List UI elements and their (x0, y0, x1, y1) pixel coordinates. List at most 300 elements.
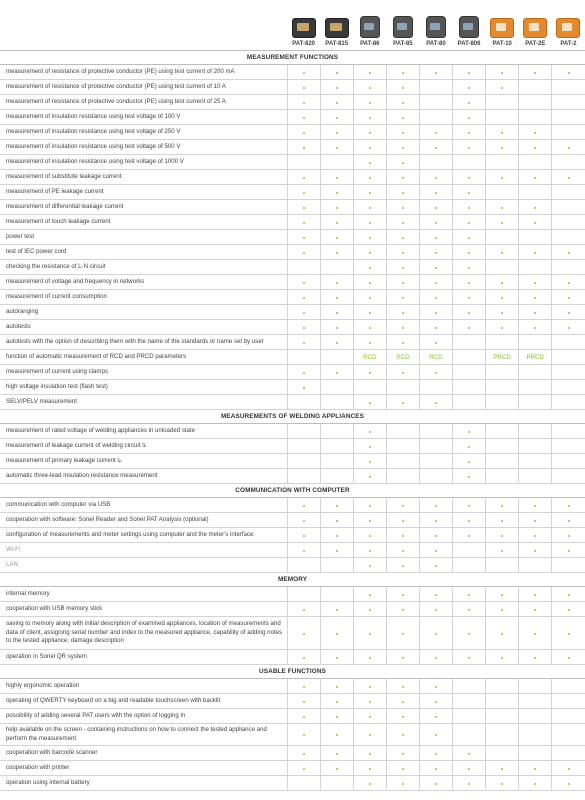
supported-dot-icon (369, 102, 371, 104)
supported-dot-icon (303, 87, 305, 89)
feature-cell-pat-85 (386, 380, 419, 395)
feature-cell-pat-815 (320, 260, 353, 275)
feature-cell-pat-2 (552, 80, 585, 95)
feature-cell-pat-2e (519, 424, 552, 439)
feature-cell-pat-2e (519, 587, 552, 602)
feature-cell-pat-815 (320, 439, 353, 454)
feature-cell-pat-10 (486, 694, 519, 709)
feature-label: internal memory (0, 587, 287, 602)
supported-dot-icon (435, 520, 437, 522)
feature-cell-pat-820 (287, 587, 320, 602)
feature-cell-pat-820 (287, 110, 320, 125)
supported-dot-icon (402, 550, 404, 552)
supported-dot-icon (534, 633, 536, 635)
supported-dot-icon (303, 282, 305, 284)
feature-cell-pat-2e (519, 335, 552, 350)
feature-cell-pat-820 (287, 290, 320, 305)
feature-cell-pat-806 (453, 602, 486, 617)
feature-cell-pat-806 (453, 528, 486, 543)
feature-cell-pat-86 (353, 200, 386, 215)
feature-cell-pat-815 (320, 528, 353, 543)
supported-dot-icon (336, 252, 338, 254)
feature-cell-pat-85 (386, 602, 419, 617)
supported-dot-icon (402, 783, 404, 785)
feature-cell-pat-820 (287, 454, 320, 469)
supported-dot-icon (568, 72, 570, 74)
feature-cell-pat-85 (386, 155, 419, 170)
supported-dot-icon (303, 387, 305, 389)
feature-cell-pat-2e (519, 709, 552, 724)
feature-cell-pat-10 (486, 350, 519, 365)
feature-label: measurement of voltage and frequency in networks (0, 275, 287, 290)
feature-cell-pat-80 (419, 185, 452, 200)
feature-cell-pat-10 (486, 365, 519, 380)
feature-cell-pat-2e (519, 395, 552, 410)
feature-cell-pat-815 (320, 365, 353, 380)
feature-cell-pat-2e (519, 513, 552, 528)
feature-cell-pat-85 (386, 185, 419, 200)
feature-cell-pat-85 (386, 558, 419, 573)
table-row (0, 230, 585, 245)
feature-cell-pat-806 (453, 290, 486, 305)
table-row (0, 65, 585, 80)
feature-cell-pat-815 (320, 155, 353, 170)
supported-dot-icon (468, 222, 470, 224)
feature-cell-pat-2e (519, 694, 552, 709)
feature-cell-pat-10 (486, 709, 519, 724)
feature-cell-pat-2e (519, 439, 552, 454)
feature-cell-pat-86 (353, 380, 386, 395)
feature-cell-pat-80 (419, 110, 452, 125)
supported-dot-icon (402, 237, 404, 239)
feature-cell-pat-2 (552, 724, 585, 746)
supported-dot-icon (303, 207, 305, 209)
device-name: PAT-10 (492, 41, 512, 47)
table-row (0, 469, 585, 484)
supported-dot-icon (534, 147, 536, 149)
feature-cell-pat-85 (386, 439, 419, 454)
feature-cell-pat-806 (453, 80, 486, 95)
table-row (0, 617, 585, 650)
feature-label: measurement of resistance of protective conductor (PE) using test current of 10 A (0, 80, 287, 95)
supported-dot-icon (501, 783, 503, 785)
supported-dot-icon (402, 327, 404, 329)
supported-dot-icon (369, 594, 371, 596)
feature-cell-pat-86 (353, 395, 386, 410)
feature-cell-pat-80 (419, 200, 452, 215)
feature-cell-pat-86 (353, 230, 386, 245)
supported-dot-icon (435, 222, 437, 224)
feature-cell-pat-2e (519, 230, 552, 245)
feature-label: measurement of insulation resistance using test voltage of 250 V (0, 125, 287, 140)
feature-cell-pat-10 (486, 617, 519, 650)
feature-cell-pat-86 (353, 424, 386, 439)
feature-cell-pat-820 (287, 617, 320, 650)
supported-dot-icon (402, 753, 404, 755)
supported-dot-icon (568, 609, 570, 611)
section-header-row (0, 665, 585, 679)
supported-dot-icon (468, 177, 470, 179)
supported-dot-icon (369, 476, 371, 478)
feature-label: measurement of resistance of protective conductor (PE) using test current of 200 mA (0, 65, 287, 80)
supported-dot-icon (336, 237, 338, 239)
supported-dot-icon (435, 609, 437, 611)
feature-cell-pat-2 (552, 200, 585, 215)
device-name: PAT-86 (360, 41, 380, 47)
supported-dot-icon (336, 327, 338, 329)
feature-label: measurement of insulation resistance using test voltage of 1000 V (0, 155, 287, 170)
supported-dot-icon (303, 222, 305, 224)
feature-cell-pat-86 (353, 350, 386, 365)
feature-label: cooperation with printer (0, 761, 287, 776)
feature-cell-pat-806 (453, 454, 486, 469)
feature-cell-pat-10 (486, 95, 519, 110)
feature-cell-pat-86 (353, 543, 386, 558)
feature-cell-pat-820 (287, 125, 320, 140)
feature-cell-pat-820 (287, 305, 320, 320)
supported-dot-icon (534, 312, 536, 314)
table-row (0, 602, 585, 617)
feature-cell-pat-806 (453, 513, 486, 528)
feature-label: power test (0, 230, 287, 245)
feature-cell-pat-806 (453, 776, 486, 791)
feature-cell-pat-85 (386, 454, 419, 469)
feature-cell-pat-85 (386, 424, 419, 439)
feature-cell-pat-820 (287, 724, 320, 746)
feature-cell-pat-86 (353, 513, 386, 528)
supported-dot-icon (534, 222, 536, 224)
feature-cell-pat-2 (552, 617, 585, 650)
supported-dot-icon (402, 609, 404, 611)
feature-cell-pat-815 (320, 513, 353, 528)
supported-dot-icon (534, 505, 536, 507)
feature-cell-pat-85 (386, 305, 419, 320)
feature-cell-pat-80 (419, 365, 452, 380)
supported-dot-icon (534, 535, 536, 537)
supported-dot-icon (435, 372, 437, 374)
supported-dot-icon (402, 520, 404, 522)
feature-cell-pat-2e (519, 275, 552, 290)
feature-cell-pat-10 (486, 587, 519, 602)
feature-cell-pat-10 (486, 335, 519, 350)
supported-dot-icon (402, 716, 404, 718)
supported-dot-icon (369, 237, 371, 239)
feature-cell-pat-815 (320, 694, 353, 709)
feature-cell-pat-80 (419, 215, 452, 230)
supported-dot-icon (534, 282, 536, 284)
supported-dot-icon (402, 72, 404, 74)
feature-label: cooperation with USB memory stick (0, 602, 287, 617)
feature-cell-pat-10 (486, 543, 519, 558)
table-row (0, 528, 585, 543)
table-row (0, 587, 585, 602)
device-photo-pat-2e (523, 18, 547, 38)
feature-cell-pat-820 (287, 469, 320, 484)
feature-cell-pat-80 (419, 260, 452, 275)
feature-cell-pat-806 (453, 305, 486, 320)
feature-label: function of automatic measurement of RCD and PRCD parameters (0, 350, 287, 365)
supported-dot-icon (435, 565, 437, 567)
feature-cell-pat-10 (486, 65, 519, 80)
supported-dot-icon (435, 753, 437, 755)
device-photo-pat-815 (325, 18, 349, 38)
feature-cell-pat-85 (386, 761, 419, 776)
feature-cell-pat-2e (519, 200, 552, 215)
feature-variant-label: PRCD (493, 353, 511, 361)
feature-cell-pat-2 (552, 558, 585, 573)
feature-cell-pat-80 (419, 335, 452, 350)
feature-cell-pat-2 (552, 746, 585, 761)
feature-cell-pat-10 (486, 140, 519, 155)
feature-cell-pat-2 (552, 469, 585, 484)
feature-cell-pat-86 (353, 761, 386, 776)
supported-dot-icon (336, 633, 338, 635)
supported-dot-icon (369, 312, 371, 314)
feature-cell-pat-85 (386, 395, 419, 410)
supported-dot-icon (435, 177, 437, 179)
supported-dot-icon (435, 550, 437, 552)
supported-dot-icon (435, 312, 437, 314)
supported-dot-icon (468, 783, 470, 785)
supported-dot-icon (435, 252, 437, 254)
table-row (0, 140, 585, 155)
feature-cell-pat-815 (320, 709, 353, 724)
table-row (0, 335, 585, 350)
supported-dot-icon (303, 147, 305, 149)
feature-cell-pat-10 (486, 80, 519, 95)
feature-cell-pat-80 (419, 617, 452, 650)
feature-cell-pat-806 (453, 200, 486, 215)
supported-dot-icon (568, 147, 570, 149)
feature-cell-pat-2e (519, 761, 552, 776)
supported-dot-icon (369, 609, 371, 611)
supported-dot-icon (402, 132, 404, 134)
feature-cell-pat-10 (486, 424, 519, 439)
feature-label: checking the resistance of L-N circuit (0, 260, 287, 275)
table-row (0, 185, 585, 200)
feature-cell-pat-815 (320, 395, 353, 410)
device-photo-pat-806 (459, 16, 479, 38)
feature-cell-pat-85 (386, 260, 419, 275)
feature-cell-pat-815 (320, 95, 353, 110)
feature-cell-pat-2 (552, 761, 585, 776)
supported-dot-icon (303, 117, 305, 119)
feature-cell-pat-820 (287, 746, 320, 761)
supported-dot-icon (568, 633, 570, 635)
supported-dot-icon (468, 446, 470, 448)
feature-cell-pat-820 (287, 558, 320, 573)
device-header-row (0, 0, 585, 51)
feature-cell-pat-80 (419, 587, 452, 602)
feature-cell-pat-85 (386, 320, 419, 335)
feature-cell-pat-815 (320, 140, 353, 155)
table-row (0, 155, 585, 170)
supported-dot-icon (303, 342, 305, 344)
feature-cell-pat-2e (519, 454, 552, 469)
feature-cell-pat-2 (552, 275, 585, 290)
supported-dot-icon (336, 297, 338, 299)
supported-dot-icon (568, 312, 570, 314)
feature-cell-pat-806 (453, 650, 486, 665)
feature-cell-pat-85 (386, 469, 419, 484)
supported-dot-icon (402, 768, 404, 770)
feature-cell-pat-2 (552, 679, 585, 694)
feature-cell-pat-2e (519, 498, 552, 513)
supported-dot-icon (303, 312, 305, 314)
supported-dot-icon (402, 147, 404, 149)
feature-cell-pat-820 (287, 513, 320, 528)
feature-cell-pat-2 (552, 125, 585, 140)
feature-cell-pat-80 (419, 140, 452, 155)
supported-dot-icon (435, 716, 437, 718)
feature-label: measurement of rated voltage of welding appliances in unloaded state (0, 424, 287, 439)
table-row (0, 245, 585, 260)
supported-dot-icon (369, 402, 371, 404)
supported-dot-icon (336, 102, 338, 104)
feature-cell-pat-820 (287, 230, 320, 245)
feature-cell-pat-10 (486, 602, 519, 617)
feature-cell-pat-815 (320, 185, 353, 200)
supported-dot-icon (468, 117, 470, 119)
table-row (0, 95, 585, 110)
feature-cell-pat-80 (419, 454, 452, 469)
supported-dot-icon (468, 594, 470, 596)
table-row (0, 350, 585, 365)
supported-dot-icon (369, 177, 371, 179)
feature-cell-pat-806 (453, 275, 486, 290)
feature-label: cooperation with software: Sonel Reader and Sonel PAT Analysis (optional) (0, 513, 287, 528)
feature-cell-pat-10 (486, 395, 519, 410)
supported-dot-icon (336, 132, 338, 134)
feature-cell-pat-85 (386, 543, 419, 558)
table-row (0, 724, 585, 746)
feature-cell-pat-815 (320, 350, 353, 365)
feature-cell-pat-85 (386, 290, 419, 305)
supported-dot-icon (435, 535, 437, 537)
feature-cell-pat-86 (353, 679, 386, 694)
supported-dot-icon (501, 72, 503, 74)
table-row (0, 365, 585, 380)
feature-cell-pat-2e (519, 679, 552, 694)
supported-dot-icon (336, 734, 338, 736)
supported-dot-icon (501, 520, 503, 522)
supported-dot-icon (336, 117, 338, 119)
section-title: COMMUNICATION WITH COMPUTER (0, 484, 585, 498)
feature-cell-pat-85 (386, 776, 419, 791)
feature-cell-pat-10 (486, 776, 519, 791)
table-row (0, 290, 585, 305)
supported-dot-icon (303, 609, 305, 611)
supported-dot-icon (468, 132, 470, 134)
feature-cell-pat-815 (320, 125, 353, 140)
feature-cell-pat-820 (287, 365, 320, 380)
supported-dot-icon (369, 117, 371, 119)
feature-cell-pat-820 (287, 694, 320, 709)
feature-cell-pat-815 (320, 602, 353, 617)
supported-dot-icon (468, 520, 470, 522)
supported-dot-icon (336, 222, 338, 224)
feature-cell-pat-806 (453, 365, 486, 380)
feature-cell-pat-85 (386, 528, 419, 543)
feature-cell-pat-10 (486, 498, 519, 513)
feature-cell-pat-2e (519, 365, 552, 380)
feature-cell-pat-10 (486, 320, 519, 335)
supported-dot-icon (435, 297, 437, 299)
section-header-row (0, 51, 585, 65)
feature-cell-pat-820 (287, 350, 320, 365)
feature-cell-pat-820 (287, 170, 320, 185)
supported-dot-icon (435, 207, 437, 209)
supported-dot-icon (369, 282, 371, 284)
feature-cell-pat-85 (386, 275, 419, 290)
feature-cell-pat-806 (453, 65, 486, 80)
supported-dot-icon (402, 222, 404, 224)
feature-label: measurement of insulation resistance using test voltage of 500 V (0, 140, 287, 155)
feature-cell-pat-815 (320, 498, 353, 513)
device-name: PAT-2 (560, 41, 577, 47)
feature-cell-pat-806 (453, 380, 486, 395)
feature-cell-pat-815 (320, 746, 353, 761)
section-title: MEASUREMENT FUNCTIONS (0, 51, 585, 65)
feature-cell-pat-2e (519, 558, 552, 573)
feature-cell-pat-806 (453, 125, 486, 140)
supported-dot-icon (303, 633, 305, 635)
feature-cell-pat-80 (419, 65, 452, 80)
supported-dot-icon (468, 282, 470, 284)
supported-dot-icon (369, 520, 371, 522)
feature-cell-pat-86 (353, 365, 386, 380)
header-spacer (0, 0, 287, 51)
feature-cell-pat-2 (552, 365, 585, 380)
feature-cell-pat-85 (386, 587, 419, 602)
table-row (0, 513, 585, 528)
feature-cell-pat-85 (386, 140, 419, 155)
supported-dot-icon (369, 686, 371, 688)
supported-dot-icon (336, 716, 338, 718)
supported-dot-icon (336, 342, 338, 344)
feature-cell-pat-806 (453, 155, 486, 170)
feature-cell-pat-2 (552, 528, 585, 543)
feature-cell-pat-86 (353, 776, 386, 791)
device-column-pat-2 (552, 0, 585, 51)
supported-dot-icon (435, 768, 437, 770)
feature-cell-pat-815 (320, 245, 353, 260)
supported-dot-icon (501, 177, 503, 179)
feature-cell-pat-806 (453, 215, 486, 230)
supported-dot-icon (468, 252, 470, 254)
feature-label: measurement of resistance of protective conductor (PE) using test current of 25 A (0, 95, 287, 110)
table-row (0, 260, 585, 275)
supported-dot-icon (369, 565, 371, 567)
feature-cell-pat-10 (486, 275, 519, 290)
table-row (0, 776, 585, 791)
feature-cell-pat-86 (353, 290, 386, 305)
feature-cell-pat-85 (386, 110, 419, 125)
feature-label: measurement of current consumption (0, 290, 287, 305)
supported-dot-icon (534, 177, 536, 179)
feature-cell-pat-85 (386, 709, 419, 724)
feature-label: autoranging (0, 305, 287, 320)
table-row (0, 709, 585, 724)
supported-dot-icon (568, 282, 570, 284)
device-photo-pat-80 (426, 16, 446, 38)
feature-cell-pat-86 (353, 724, 386, 746)
supported-dot-icon (303, 177, 305, 179)
supported-dot-icon (501, 297, 503, 299)
feature-cell-pat-2 (552, 260, 585, 275)
feature-cell-pat-806 (453, 746, 486, 761)
device-name: PAT-85 (393, 41, 413, 47)
